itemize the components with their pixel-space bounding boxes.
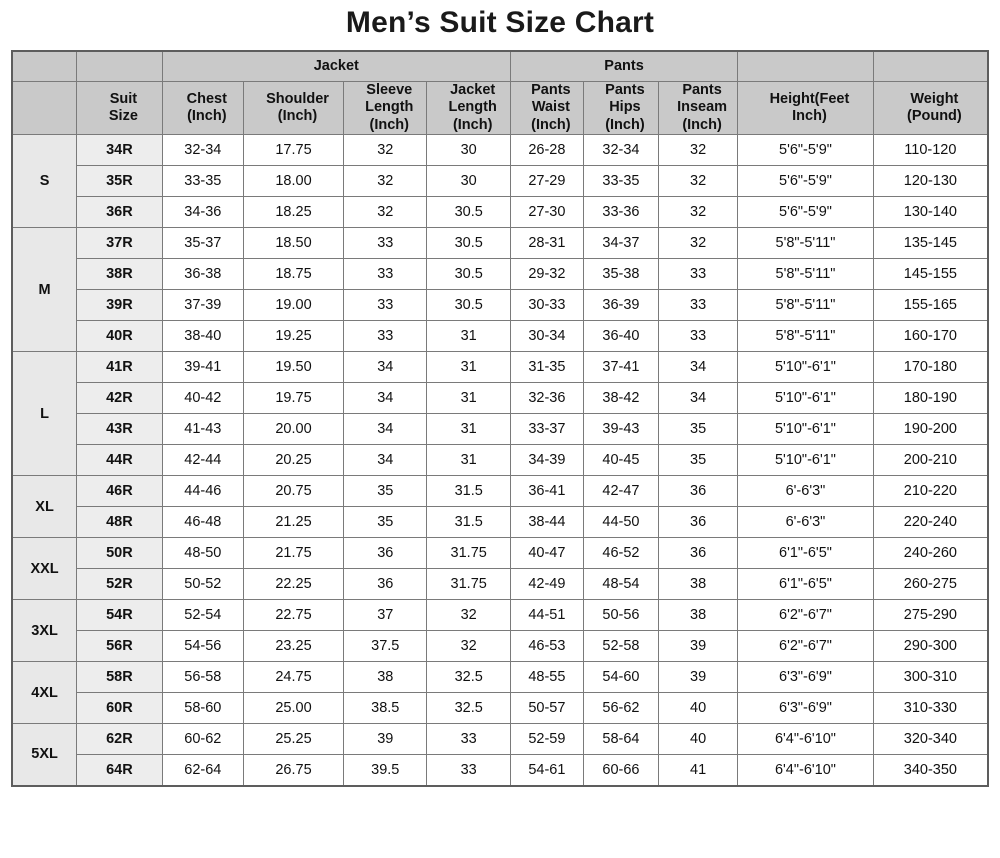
suit-size-cell: 37R [77, 228, 163, 259]
header-pants-hips [583, 82, 658, 135]
suit-size-cell: 46R [77, 476, 163, 507]
table-row [12, 383, 988, 414]
cell-waist: 40-47 [510, 538, 583, 569]
cell-waist: 29-32 [510, 259, 583, 290]
cell-waist: 33-37 [510, 414, 583, 445]
cell-chest: 37-39 [162, 290, 243, 321]
cell-sleeve: 38.5 [344, 693, 427, 724]
cell-sleeve: 35 [344, 507, 427, 538]
cell-shoulder: 22.25 [243, 569, 343, 600]
cell-shoulder: 18.75 [243, 259, 343, 290]
suit-size-cell: 43R [77, 414, 163, 445]
cell-jacket-length: 31.75 [427, 569, 510, 600]
header-weight [873, 82, 988, 135]
cell-waist: 27-29 [510, 166, 583, 197]
cell-jacket-length: 30.5 [427, 259, 510, 290]
cell-height: 5'6"-5'9" [738, 166, 874, 197]
cell-sleeve: 39.5 [344, 755, 427, 786]
cell-hips: 37-41 [583, 352, 658, 383]
cell-chest: 60-62 [162, 724, 243, 755]
header-shoulder [243, 82, 343, 135]
cell-weight: 340-350 [873, 755, 988, 786]
cell-jacket-length: 30.5 [427, 290, 510, 321]
cell-chest: 33-35 [162, 166, 243, 197]
cell-jacket-length: 31.75 [427, 538, 510, 569]
cell-chest: 62-64 [162, 755, 243, 786]
cell-jacket-length: 30 [427, 166, 510, 197]
cell-hips: 38-42 [583, 383, 658, 414]
header-suit-size [77, 82, 163, 135]
header-shoulder-line1: Shoulder [266, 90, 329, 107]
table-header-column-row [12, 82, 988, 135]
cell-chest: 50-52 [162, 569, 243, 600]
header-pants-waist [510, 82, 583, 135]
header-height-line2: Inch) [792, 108, 827, 125]
size-group-cell: XL [12, 476, 77, 538]
table-row [12, 476, 988, 507]
cell-sleeve: 33 [344, 259, 427, 290]
suit-size-cell: 40R [77, 321, 163, 352]
header-jacket-length-line2: Length [448, 99, 497, 116]
cell-hips: 46-52 [583, 538, 658, 569]
suit-size-cell: 38R [77, 259, 163, 290]
cell-chest: 46-48 [162, 507, 243, 538]
cell-waist: 38-44 [510, 507, 583, 538]
cell-hips: 52-58 [583, 631, 658, 662]
cell-weight: 120-130 [873, 166, 988, 197]
cell-waist: 50-57 [510, 693, 583, 724]
cell-jacket-length: 31 [427, 383, 510, 414]
suit-size-cell: 36R [77, 197, 163, 228]
table-row [12, 259, 988, 290]
cell-chest: 44-46 [162, 476, 243, 507]
cell-chest: 36-38 [162, 259, 243, 290]
header-jacket-group: Jacket [162, 51, 510, 82]
header-chest [162, 82, 243, 135]
cell-height: 5'6"-5'9" [738, 135, 874, 166]
table-row [12, 290, 988, 321]
table-row [12, 228, 988, 259]
cell-waist: 32-36 [510, 383, 583, 414]
cell-weight: 320-340 [873, 724, 988, 755]
header-pants-waist-line1: Pants [531, 82, 571, 98]
header-sleeve-length [344, 82, 427, 135]
cell-weight: 170-180 [873, 352, 988, 383]
header-blank-group-2 [12, 82, 77, 135]
cell-inseam: 40 [658, 693, 737, 724]
cell-chest: 40-42 [162, 383, 243, 414]
cell-waist: 36-41 [510, 476, 583, 507]
cell-chest: 56-58 [162, 662, 243, 693]
cell-inseam: 41 [658, 755, 737, 786]
cell-hips: 58-64 [583, 724, 658, 755]
suit-size-cell: 41R [77, 352, 163, 383]
table-row [12, 166, 988, 197]
cell-hips: 42-47 [583, 476, 658, 507]
cell-height: 5'10"-6'1" [738, 352, 874, 383]
cell-jacket-length: 33 [427, 724, 510, 755]
cell-inseam: 36 [658, 538, 737, 569]
cell-height: 6'-6'3" [738, 476, 874, 507]
size-group-cell: S [12, 135, 77, 228]
cell-sleeve: 34 [344, 352, 427, 383]
cell-hips: 54-60 [583, 662, 658, 693]
cell-jacket-length: 30 [427, 135, 510, 166]
header-blank-weight [873, 51, 988, 82]
cell-hips: 50-56 [583, 600, 658, 631]
cell-inseam: 40 [658, 724, 737, 755]
cell-height: 6'3"-6'9" [738, 693, 874, 724]
cell-sleeve: 33 [344, 228, 427, 259]
cell-shoulder: 21.25 [243, 507, 343, 538]
cell-hips: 36-40 [583, 321, 658, 352]
cell-hips: 33-36 [583, 197, 658, 228]
cell-weight: 160-170 [873, 321, 988, 352]
size-group-cell: M [12, 228, 77, 352]
cell-waist: 28-31 [510, 228, 583, 259]
cell-weight: 190-200 [873, 414, 988, 445]
cell-chest: 35-37 [162, 228, 243, 259]
header-shoulder-line2: (Inch) [277, 108, 318, 125]
cell-height: 5'10"-6'1" [738, 414, 874, 445]
cell-waist: 52-59 [510, 724, 583, 755]
header-pants-inseam [658, 82, 737, 135]
cell-inseam: 36 [658, 476, 737, 507]
header-chest-line2: (Inch) [187, 108, 227, 125]
header-pants-inseam-line1: Pants [682, 82, 722, 98]
cell-waist: 27-30 [510, 197, 583, 228]
cell-hips: 60-66 [583, 755, 658, 786]
cell-sleeve: 32 [344, 197, 427, 228]
cell-height: 5'8"-5'11" [738, 290, 874, 321]
table-row [12, 135, 988, 166]
cell-shoulder: 25.25 [243, 724, 343, 755]
header-suit-size-line2: Size [108, 108, 138, 125]
header-pants-hips-line2: Hips [609, 99, 641, 116]
cell-hips: 40-45 [583, 445, 658, 476]
cell-jacket-length: 32.5 [427, 662, 510, 693]
cell-inseam: 34 [658, 352, 737, 383]
cell-waist: 26-28 [510, 135, 583, 166]
header-blank-group [12, 51, 77, 82]
suit-size-cell: 58R [77, 662, 163, 693]
cell-chest: 48-50 [162, 538, 243, 569]
table-row [12, 724, 988, 755]
header-pants-inseam-line2: Inseam [677, 99, 728, 116]
cell-shoulder: 20.00 [243, 414, 343, 445]
header-pants-hips-line3: (Inch) [605, 116, 645, 133]
cell-chest: 58-60 [162, 693, 243, 724]
cell-sleeve: 37 [344, 600, 427, 631]
header-weight-line2: (Pound) [906, 108, 962, 125]
table-row [12, 693, 988, 724]
cell-height: 6'4"-6'10" [738, 755, 874, 786]
cell-waist: 30-34 [510, 321, 583, 352]
cell-height: 6'3"-6'9" [738, 662, 874, 693]
cell-weight: 110-120 [873, 135, 988, 166]
cell-jacket-length: 31.5 [427, 507, 510, 538]
cell-inseam: 32 [658, 135, 737, 166]
cell-shoulder: 26.75 [243, 755, 343, 786]
header-blank-height [738, 51, 874, 82]
cell-shoulder: 19.50 [243, 352, 343, 383]
cell-weight: 240-260 [873, 538, 988, 569]
table-row [12, 414, 988, 445]
cell-inseam: 35 [658, 445, 737, 476]
cell-inseam: 38 [658, 569, 737, 600]
cell-chest: 38-40 [162, 321, 243, 352]
header-jacket-length [427, 82, 510, 135]
cell-weight: 310-330 [873, 693, 988, 724]
suit-size-cell: 42R [77, 383, 163, 414]
header-height-line1: Height(Feet [769, 90, 850, 107]
cell-waist: 44-51 [510, 600, 583, 631]
cell-weight: 275-290 [873, 600, 988, 631]
cell-sleeve: 34 [344, 414, 427, 445]
cell-hips: 36-39 [583, 290, 658, 321]
cell-jacket-length: 31 [427, 414, 510, 445]
cell-inseam: 39 [658, 662, 737, 693]
cell-chest: 54-56 [162, 631, 243, 662]
header-jacket-length-line3: (Inch) [452, 116, 493, 133]
cell-height: 6'-6'3" [738, 507, 874, 538]
cell-height: 5'8"-5'11" [738, 259, 874, 290]
table-body [12, 135, 988, 786]
cell-chest: 34-36 [162, 197, 243, 228]
cell-height: 6'2"-6'7" [738, 631, 874, 662]
cell-hips: 39-43 [583, 414, 658, 445]
cell-inseam: 33 [658, 290, 737, 321]
cell-weight: 300-310 [873, 662, 988, 693]
cell-weight: 200-210 [873, 445, 988, 476]
cell-inseam: 36 [658, 507, 737, 538]
table-row [12, 538, 988, 569]
cell-waist: 42-49 [510, 569, 583, 600]
cell-jacket-length: 31 [427, 321, 510, 352]
table-row [12, 507, 988, 538]
suit-size-cell: 60R [77, 693, 163, 724]
table-row [12, 631, 988, 662]
table-row [12, 600, 988, 631]
table-row [12, 755, 988, 786]
cell-waist: 54-61 [510, 755, 583, 786]
cell-waist: 48-55 [510, 662, 583, 693]
cell-shoulder: 22.75 [243, 600, 343, 631]
table-header [12, 51, 988, 135]
header-blank-size [77, 51, 163, 82]
cell-shoulder: 25.00 [243, 693, 343, 724]
header-pants-inseam-line3: (Inch) [682, 116, 722, 133]
suit-size-cell: 64R [77, 755, 163, 786]
table-row [12, 662, 988, 693]
cell-weight: 180-190 [873, 383, 988, 414]
header-height [738, 82, 874, 135]
suit-size-cell: 39R [77, 290, 163, 321]
suit-size-cell: 35R [77, 166, 163, 197]
cell-jacket-length: 32 [427, 631, 510, 662]
cell-inseam: 33 [658, 259, 737, 290]
cell-chest: 42-44 [162, 445, 243, 476]
cell-jacket-length: 32 [427, 600, 510, 631]
cell-sleeve: 36 [344, 538, 427, 569]
cell-hips: 48-54 [583, 569, 658, 600]
header-sleeve-line3: (Inch) [369, 116, 409, 133]
page-title: Men’s Suit Size Chart [345, 6, 655, 39]
cell-jacket-length: 30.5 [427, 228, 510, 259]
size-group-cell: 4XL [12, 662, 77, 724]
cell-sleeve: 33 [344, 321, 427, 352]
cell-height: 5'8"-5'11" [738, 228, 874, 259]
cell-sleeve: 32 [344, 135, 427, 166]
cell-weight: 290-300 [873, 631, 988, 662]
suit-size-cell: 56R [77, 631, 163, 662]
size-group-cell: XXL [12, 538, 77, 600]
size-group-cell: 3XL [12, 600, 77, 662]
cell-jacket-length: 32.5 [427, 693, 510, 724]
cell-shoulder: 19.00 [243, 290, 343, 321]
cell-shoulder: 19.25 [243, 321, 343, 352]
cell-height: 6'1"-6'5" [738, 538, 874, 569]
suit-size-cell: 54R [77, 600, 163, 631]
cell-height: 6'4"-6'10" [738, 724, 874, 755]
suit-size-cell: 48R [77, 507, 163, 538]
cell-shoulder: 19.75 [243, 383, 343, 414]
cell-weight: 220-240 [873, 507, 988, 538]
header-sleeve-line1: Sleeve [366, 82, 413, 98]
cell-sleeve: 38 [344, 662, 427, 693]
suit-size-cell: 50R [77, 538, 163, 569]
cell-shoulder: 24.75 [243, 662, 343, 693]
cell-sleeve: 34 [344, 383, 427, 414]
cell-inseam: 33 [658, 321, 737, 352]
cell-sleeve: 34 [344, 445, 427, 476]
cell-waist: 30-33 [510, 290, 583, 321]
cell-waist: 34-39 [510, 445, 583, 476]
cell-weight: 145-155 [873, 259, 988, 290]
header-jacket-length-line1: Jacket [450, 82, 496, 98]
mens-suit-size-chart-table [11, 50, 989, 787]
cell-hips: 34-37 [583, 228, 658, 259]
cell-shoulder: 18.25 [243, 197, 343, 228]
header-sleeve-line2: Length [365, 99, 414, 116]
header-pants-waist-line3: (Inch) [531, 116, 571, 133]
cell-inseam: 32 [658, 166, 737, 197]
cell-chest: 32-34 [162, 135, 243, 166]
cell-inseam: 34 [658, 383, 737, 414]
cell-waist: 46-53 [510, 631, 583, 662]
cell-jacket-length: 31.5 [427, 476, 510, 507]
cell-hips: 56-62 [583, 693, 658, 724]
cell-chest: 52-54 [162, 600, 243, 631]
suit-size-cell: 44R [77, 445, 163, 476]
table-row [12, 445, 988, 476]
table-row [12, 197, 988, 228]
size-group-cell: 5XL [12, 724, 77, 786]
cell-height: 5'8"-5'11" [738, 321, 874, 352]
cell-inseam: 38 [658, 600, 737, 631]
cell-height: 6'2"-6'7" [738, 600, 874, 631]
header-pants-group: Pants [510, 51, 737, 82]
cell-sleeve: 39 [344, 724, 427, 755]
header-weight-line1: Weight [910, 90, 959, 107]
cell-sleeve: 32 [344, 166, 427, 197]
table-row [12, 321, 988, 352]
cell-shoulder: 20.25 [243, 445, 343, 476]
cell-shoulder: 20.75 [243, 476, 343, 507]
cell-inseam: 32 [658, 197, 737, 228]
cell-waist: 31-35 [510, 352, 583, 383]
cell-jacket-length: 30.5 [427, 197, 510, 228]
header-pants-hips-line1: Pants [605, 82, 645, 98]
header-chest-line1: Chest [186, 90, 227, 107]
cell-sleeve: 37.5 [344, 631, 427, 662]
cell-weight: 155-165 [873, 290, 988, 321]
table-row [12, 569, 988, 600]
cell-sleeve: 35 [344, 476, 427, 507]
cell-shoulder: 18.50 [243, 228, 343, 259]
cell-weight: 135-145 [873, 228, 988, 259]
size-group-cell: L [12, 352, 77, 476]
cell-inseam: 39 [658, 631, 737, 662]
cell-shoulder: 21.75 [243, 538, 343, 569]
header-pants-waist-line2: Waist [531, 99, 570, 116]
cell-jacket-length: 33 [427, 755, 510, 786]
cell-chest: 39-41 [162, 352, 243, 383]
cell-hips: 33-35 [583, 166, 658, 197]
suit-size-cell: 62R [77, 724, 163, 755]
cell-height: 5'6"-5'9" [738, 197, 874, 228]
cell-inseam: 32 [658, 228, 737, 259]
cell-sleeve: 36 [344, 569, 427, 600]
suit-size-cell: 52R [77, 569, 163, 600]
table-row [12, 352, 988, 383]
table-header-group-row [12, 51, 988, 82]
cell-height: 5'10"-6'1" [738, 383, 874, 414]
header-suit-size-line1: Suit [109, 90, 138, 107]
cell-shoulder: 17.75 [243, 135, 343, 166]
cell-jacket-length: 31 [427, 445, 510, 476]
cell-hips: 35-38 [583, 259, 658, 290]
cell-shoulder: 18.00 [243, 166, 343, 197]
cell-shoulder: 23.25 [243, 631, 343, 662]
cell-hips: 44-50 [583, 507, 658, 538]
cell-chest: 41-43 [162, 414, 243, 445]
suit-size-cell: 34R [77, 135, 163, 166]
cell-inseam: 35 [658, 414, 737, 445]
cell-jacket-length: 31 [427, 352, 510, 383]
cell-weight: 260-275 [873, 569, 988, 600]
cell-weight: 130-140 [873, 197, 988, 228]
cell-hips: 32-34 [583, 135, 658, 166]
cell-sleeve: 33 [344, 290, 427, 321]
cell-height: 5'10"-6'1" [738, 445, 874, 476]
cell-height: 6'1"-6'5" [738, 569, 874, 600]
cell-weight: 210-220 [873, 476, 988, 507]
